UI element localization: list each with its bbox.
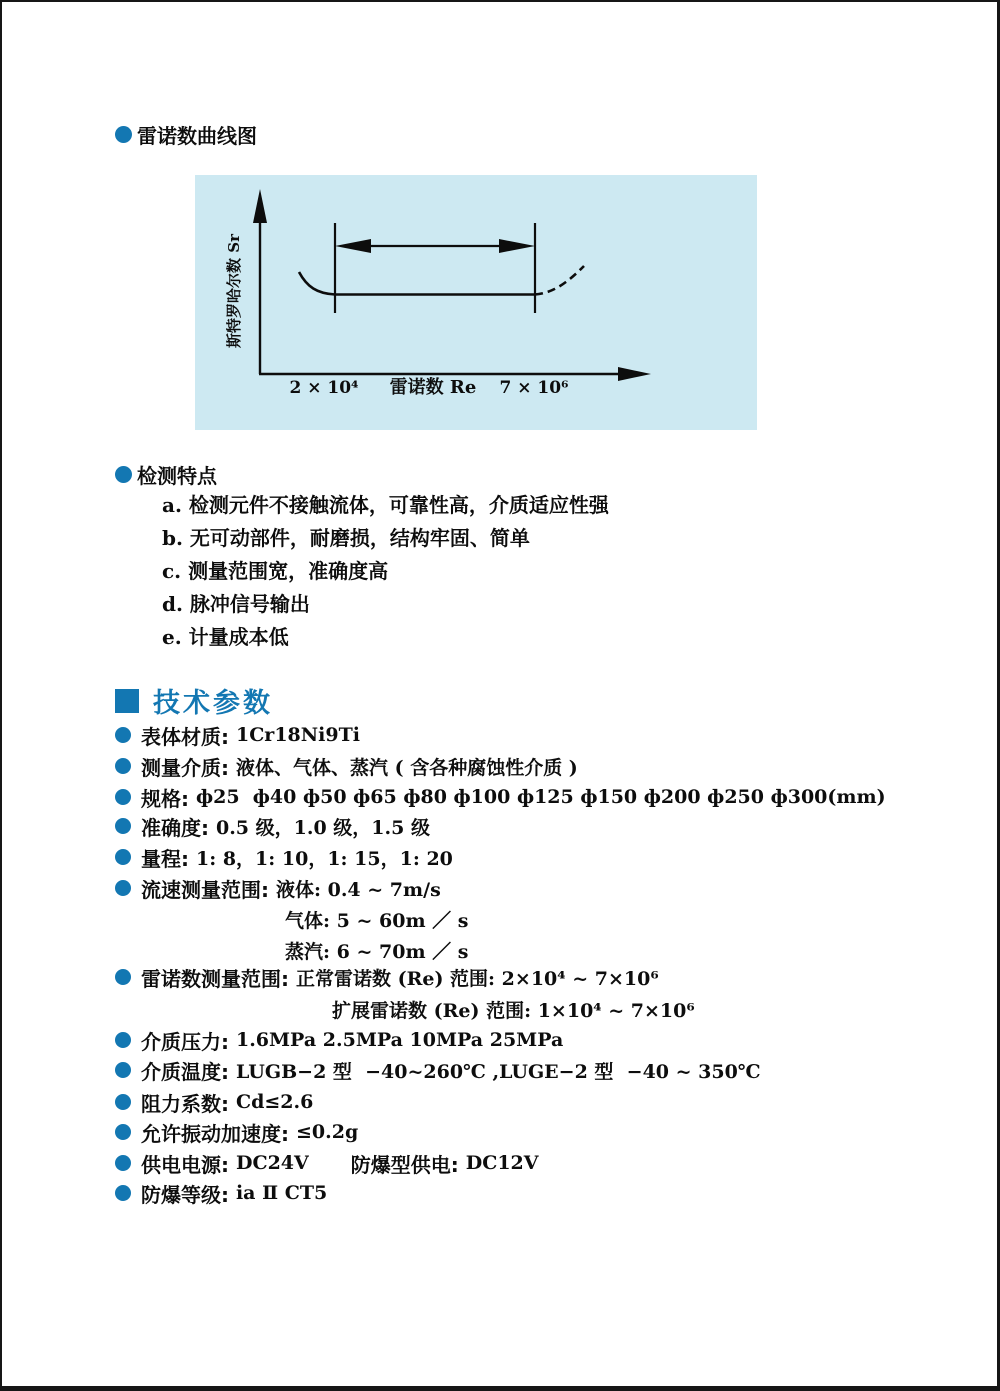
param-value: ia Ⅱ CT5 (235, 1182, 328, 1204)
param-value: 液体: 0.4 ~ 7m/s (275, 878, 441, 901)
param-value: 1.6MPa 2.5MPa 10MPa 25MPa (235, 1029, 564, 1051)
param-row (115, 1059, 761, 1084)
param-label: 规格: (141, 786, 196, 811)
feature-item: a. 检测元件不接触流体，可靠性高，介质适应性强 (162, 493, 609, 517)
param-label: 量程: (141, 846, 196, 871)
param-subrow (285, 908, 468, 930)
x-axis-label: 雷诺数 Re (389, 377, 477, 398)
features-section-title: 检测特点 (137, 464, 217, 488)
bullet-icon (115, 818, 131, 834)
bullet-icon (115, 969, 131, 985)
param-row (115, 724, 360, 749)
features-section-header (115, 460, 217, 489)
bullet-icon (115, 466, 132, 483)
param-label: 防爆等级: (141, 1182, 236, 1207)
bullet-icon (115, 789, 131, 805)
x-tick-low: 2 × 10⁴ (289, 378, 359, 398)
tech-section-title: 技术参数 (153, 688, 273, 719)
param-sub-value: 气体: 5 ~ 60m ／ s (285, 909, 469, 932)
param-label: 准确度: (141, 815, 216, 840)
param-label: 介质温度: (141, 1059, 236, 1084)
param-value: LUGB−2 型 −40~260℃ ,LUGE−2 型 −40 ~ 350℃ (235, 1060, 761, 1083)
bullet-icon (115, 880, 131, 896)
param-subrow (285, 939, 468, 961)
curve-dashed-segment (535, 266, 584, 295)
bullet-icon (115, 1155, 131, 1171)
param-sub-value: 蒸汽: 6 ~ 70m ／ s (285, 940, 469, 963)
param-value: DC24V (235, 1152, 309, 1174)
bullet-icon (115, 727, 131, 743)
param-label: 雷诺数测量范围: (141, 966, 296, 991)
x-tick-high: 7 × 10⁶ (499, 378, 569, 398)
bullet-icon (115, 849, 131, 865)
param-label-secondary: 防爆型供电: (350, 1152, 466, 1177)
range-arrow-left-icon (335, 239, 371, 253)
bullet-icon (115, 1062, 131, 1078)
y-axis-label: 斯特罗哈尔数 Sr (225, 234, 243, 348)
bullet-icon (115, 1094, 131, 1110)
param-value: Cd≤2.6 (235, 1091, 314, 1113)
param-row (115, 1182, 328, 1207)
param-label: 测量介质: (141, 755, 236, 780)
reynolds-curve-chart (195, 175, 757, 430)
param-value: ≤0.2g (295, 1121, 359, 1143)
feature-item: b. 无可动部件，耐磨损，结构牢固、简单 (162, 526, 530, 550)
curve-section-title: 雷诺数曲线图 (137, 124, 257, 148)
bullet-icon (115, 126, 132, 143)
reynolds-curve-svg (195, 175, 757, 430)
range-arrow-right-icon (499, 239, 535, 253)
param-row (115, 1152, 539, 1177)
param-row (115, 815, 430, 840)
param-label: 阻力系数: (141, 1091, 236, 1116)
param-row (115, 877, 441, 902)
param-row (115, 786, 886, 811)
x-axis-arrow-icon (618, 367, 651, 381)
param-label: 允许振动加速度: (141, 1121, 296, 1146)
feature-item: e. 计量成本低 (162, 625, 289, 649)
param-value: 正常雷诺数 (Re) 范围: 2×10⁴ ~ 7×10⁶ (295, 967, 659, 990)
param-value: 1Cr18Ni9Ti (235, 724, 360, 746)
param-label: 表体材质: (141, 724, 236, 749)
curve-left-segment (299, 272, 335, 295)
param-value: ф25 ф40 ф50 ф65 ф80 ф100 ф125 ф150 ф200 ф250 ф300(mm) (195, 786, 886, 808)
features-list (162, 489, 609, 654)
feature-item: d. 脉冲信号输出 (162, 592, 310, 616)
curve-section-header (115, 120, 257, 149)
bullet-icon (115, 1124, 131, 1140)
param-row (115, 1121, 359, 1146)
param-subrow (332, 998, 695, 1020)
param-row (115, 846, 453, 871)
tech-section-header (115, 681, 273, 720)
param-label: 供电电源: (141, 1152, 236, 1177)
param-value: 1: 8，1: 10，1: 15，1: 20 (195, 847, 453, 870)
y-axis-arrow-icon (253, 189, 267, 223)
param-value: 液体、气体、蒸汽 ( 含各种腐蚀性介质 ) (235, 756, 578, 779)
feature-item: c. 测量范围宽，准确度高 (162, 559, 389, 583)
param-value-secondary: DC12V (465, 1152, 539, 1174)
square-icon (115, 689, 139, 713)
bullet-icon (115, 1032, 131, 1048)
bullet-icon (115, 1185, 131, 1201)
param-row (115, 1029, 564, 1054)
param-label: 流速测量范围: (141, 877, 276, 902)
param-row (115, 755, 578, 780)
param-label: 介质压力: (141, 1029, 236, 1054)
param-value: 0.5 级，1.0 级，1.5 级 (215, 816, 430, 839)
param-row (115, 1091, 314, 1116)
param-sub-value: 扩展雷诺数 (Re) 范围: 1×10⁴ ~ 7×10⁶ (332, 999, 695, 1022)
bullet-icon (115, 758, 131, 774)
param-row (115, 966, 659, 991)
